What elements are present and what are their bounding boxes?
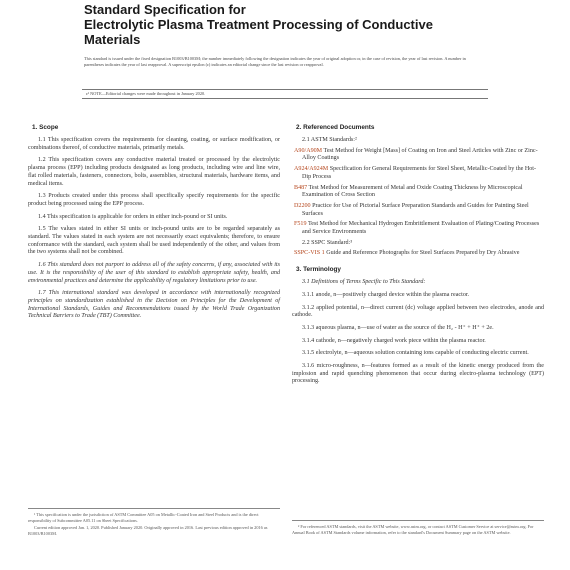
- title-line: Materials: [84, 32, 141, 47]
- reference-item: [294, 184, 544, 200]
- term-definition: 3.1.3 aqueous plasma, n—use of water as the source of the H₂ - H⁺ + H⁺ + 2e.: [302, 324, 494, 331]
- term-definition: 3.1 Definitions of Terms Specific to This Standard:: [302, 279, 426, 286]
- title-line: Electrolytic Plasma Treatment Processing of Conductive: [84, 17, 433, 32]
- reference-title: Test Method for Weight [Mass] of Coating on Iron and Steel Articles with Zinc or Zinc-Alloy Coatings: [302, 147, 538, 162]
- editorial-note: ε¹ NOTE—Editorial changes were made throughout in January 2020.: [86, 91, 206, 96]
- left-footnotes: [28, 508, 280, 538]
- scope-paragraph: 1.4 This specification is applicable for orders in either inch-pound or SI units.: [38, 213, 228, 220]
- reference-title: Guide and Reference Photographs for Steel Surfaces Prepared by Dry Abrasive: [326, 250, 520, 257]
- footnote: ² For referenced ASTM standards, visit the ASTM website, www.astm.org, or contact ASTM Customer Service at service@astm.org. For Annual Book of ASTM Standards volume information, refer to the standard's Document Summary page on the ASTM website.: [292, 524, 534, 535]
- section-heading-scope: 1. Scope: [32, 124, 59, 131]
- reference-item: [294, 202, 544, 218]
- astm-standards-subheading: 2.1 ASTM Standards:²: [302, 137, 357, 143]
- term-definition: 3.1.5 electrolyte, n—aqueous solution containing ions capable of conducting electric current.: [302, 350, 529, 357]
- reference-item: [294, 147, 544, 163]
- sspc-reference-list: [292, 250, 544, 258]
- reference-code-link[interactable]: B487: [294, 184, 308, 191]
- scope-paragraph: 1.1 This specification covers the requirements for cleaning, coating, or surface modification, or combinations thereof, of conductive materials, primarily metals.: [28, 137, 280, 151]
- reference-title: Specification for General Requirements for Steel Sheet, Metallic-Coated by the Hot-Dip Process: [302, 166, 537, 180]
- scope-paragraphs: [28, 137, 280, 321]
- reference-item: [294, 250, 544, 258]
- sspc-standards-subheading: 2.2 SSPC Standard:³: [302, 239, 353, 246]
- term-definition: 3.1.2 applied potential, n—direct current (dc) voltage applied between two electrodes, anode and cathode.: [292, 304, 544, 319]
- title-line: Standard Specification for: [84, 2, 246, 17]
- term-definition: 3.1.6 micro-roughness, n—features formed as a result of the kinetic energy produced from the implosion and rapid quenching phenomenon that occur during electro-plasma technology (EPT) processing.: [292, 363, 544, 385]
- left-column: [28, 124, 280, 326]
- designation-note: This standard is issued under the fixed designation B1003/B1003M; the number immediately following the designation indicates the year of original adoption or, in the case of revision, the year of last revision. A number in parentheses indicates the year of last reapproval. A superscript epsilon (ε) indicates an editorial change since the last revision or reapproval.: [84, 56, 466, 67]
- section-heading-referenced-documents: 2. Referenced Documents: [296, 124, 375, 131]
- reference-list: [292, 148, 544, 237]
- reference-title: Test Method for Mechanical Hydrogen Embrittlement Evaluation of Plating/Coating Processes and Service Environments: [302, 221, 540, 236]
- term-definition: 3.1.1 anode, n—positively charged device within the plasma reactor.: [302, 291, 470, 298]
- term-definition: 3.1.4 cathode, n—negatively charged work piece within the plasma reactor.: [302, 337, 486, 344]
- editorial-note-box: [82, 89, 488, 99]
- scope-paragraph: 1.6 This standard does not purport to address all of the safety concerns, if any, associated with its use. It is the responsibility of the user of this standard to establish appropriate safety, health, and environmental practices and determine the applicability of regulatory limitations prior to use.: [28, 262, 280, 284]
- right-column: [292, 124, 544, 391]
- terminology-list: [292, 279, 544, 386]
- scope-paragraph: 1.2 This specification covers any conductive material treated or processed by the electrolytic plasma process (EPP) including products designated as long products, including wire and line wire, flat rolled materials, fasteners, connectors, bolts, assemblies, structural materials, hardware items, and medical items.: [28, 157, 280, 187]
- scope-paragraph: 1.3 Products created under this process shall specifically specify requirements for the specific product being processed using the EPP process.: [28, 193, 280, 207]
- reference-item: [294, 166, 544, 181]
- reference-code-link[interactable]: D2200: [294, 202, 311, 209]
- reference-code-link[interactable]: A90/A90M: [294, 147, 323, 154]
- reference-code-link[interactable]: A924/A924M: [294, 166, 329, 173]
- reference-item: [294, 221, 544, 236]
- section-heading-terminology: 3. Terminology: [296, 266, 341, 274]
- document-title: [84, 2, 504, 47]
- scope-paragraph: 1.5 The values stated in either SI units or inch-pound units are to be regarded separately as standard. The values stated in each system are not necessarily exact equivalents; therefore, to ensure conformance with the standard, each system shall be used independently of the other, and values from the two systems shall not be combined.: [28, 226, 280, 256]
- footnote: Current edition approved Jan. 1, 2020. Published January 2020. Originally approved in 2016. Last previous edition approved in 2016 as B1003/B1003M.: [28, 525, 268, 536]
- reference-title: Practice for Use of Pictorial Surface Preparation Standards and Guides for Painting Steel Surfaces: [302, 202, 529, 217]
- reference-title: Test Method for Measurement of Metal and Oxide Coating Thickness by Microscopical Examination of Cross Section: [302, 184, 523, 199]
- reference-code-link[interactable]: SSPC-VIS 1: [294, 250, 325, 257]
- right-footnotes: [292, 520, 544, 537]
- reference-code-link[interactable]: F519: [294, 221, 307, 228]
- footnote: ¹ This specification is under the jurisdiction of ASTM Committee A05 on Metallic-Coated Iron and Steel Products and is the direct responsibility of Subcommittee A05.11 on Sheet Specifications.: [28, 512, 259, 523]
- scope-paragraph: 1.7 This international standard was developed in accordance with internationally recognized principles on standardization established in the Decision on Principles for the Development of International Standards, Guides and Recommendations issued by the World Trade Organization Technical Barriers to Trade (TBT) Committee.: [28, 290, 280, 320]
